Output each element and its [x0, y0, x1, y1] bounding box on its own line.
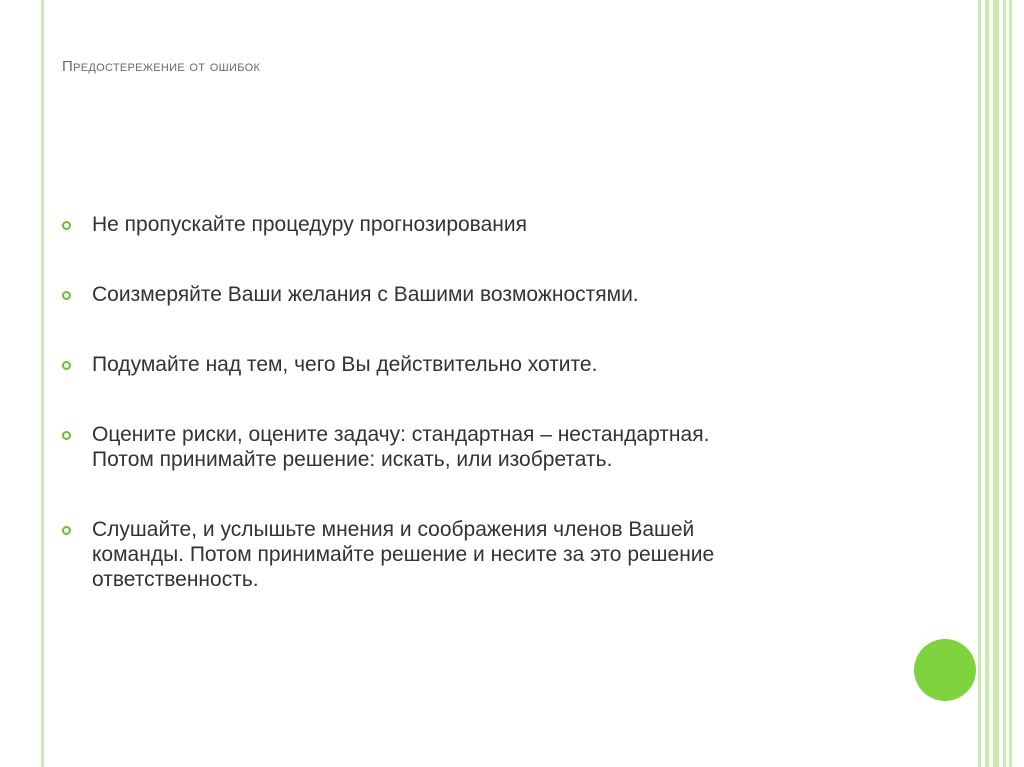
ring-bullet-icon: [62, 291, 71, 300]
right-decor-stripe: [1003, 0, 1006, 767]
bullet-item: [62, 352, 922, 377]
right-decor-stripe: [1009, 0, 1012, 767]
bullet-text: Соизмеряйте Ваши желания с Вашими возможностями.: [92, 283, 639, 306]
right-decor-stripe: [978, 0, 981, 767]
ring-bullet-icon: [62, 361, 71, 370]
bullet-item: [62, 422, 922, 472]
ring-bullet-icon: [62, 431, 71, 440]
slide-title: Предостережение от ошибок: [62, 58, 261, 75]
bullet-text: Не пропускайте процедуру прогнозирования: [92, 213, 527, 236]
bullet-text: Оцените риски, оцените задачу: стандартная – нестандартная.: [92, 423, 710, 446]
bullet-item: [62, 282, 922, 307]
bullet-list: [62, 212, 922, 592]
right-decor-stripe: [985, 0, 989, 767]
bullet-item: [62, 517, 922, 592]
ring-bullet-icon: [62, 221, 71, 230]
green-circle-decoration: [914, 639, 976, 701]
bullet-text: ответственность.: [92, 568, 259, 591]
bullet-text: Потом принимайте решение: искать, или изобретать.: [92, 448, 613, 471]
ring-bullet-icon: [62, 526, 71, 535]
bullet-text: команды. Потом принимайте решение и несите за это решение: [92, 543, 715, 566]
bullet-text: Слушайте, и услышьте мнения и соображения членов Вашей: [92, 518, 695, 541]
left-border-line: [41, 0, 44, 767]
bullet-text: Подумайте над тем, чего Вы действительно хотите.: [92, 353, 598, 376]
bullet-item: [62, 212, 922, 237]
right-decor-stripe: [993, 0, 999, 767]
